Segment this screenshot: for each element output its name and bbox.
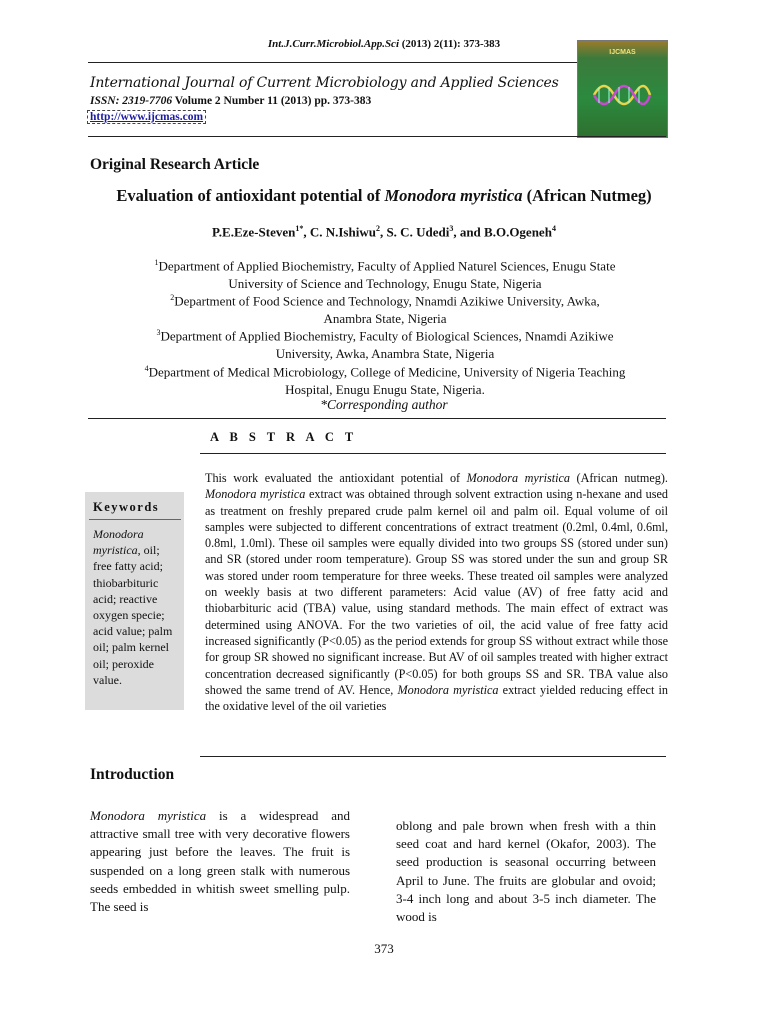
corresponding-author-note: *Corresponding author bbox=[320, 397, 448, 412]
issn-line bbox=[90, 95, 371, 107]
title-species: Monodora myristica bbox=[384, 186, 523, 205]
author-sup: 4 bbox=[551, 224, 556, 233]
affiliation-3 bbox=[100, 324, 670, 362]
affiliation-sup: 2 bbox=[170, 293, 175, 302]
affiliation-line: Department of Food Science and Technology, Nnamdi Azikiwe University, Awka, bbox=[174, 293, 600, 309]
author-name: C. N.Ishiwu bbox=[309, 224, 376, 240]
abstract-bottom-rule bbox=[200, 756, 666, 757]
keywords-rule bbox=[89, 519, 181, 520]
intro-text: is a widespread and attractive small tree with very decorative flowers appearing just before the leaves. The fruit is suspended on a long green stalk with numerous seeds embedded in whitish sweet smelling pulp. The seed is bbox=[90, 808, 350, 915]
abstract-species: Monodora myristica bbox=[466, 471, 570, 485]
affiliation-4 bbox=[100, 360, 670, 398]
abstract-text: extract was obtained through solvent extraction using n-hexane and used as treatment on freshly prepared crude palm kernel oil and palm oil. Equal volume of oil samples were subjected to different concentrations of extract treatment (0.2ml, 0.4ml, 0.6ml, 0.8ml, 1.0ml). These oil samples were equally divided into two groups SS (stored under sun) and SR (stored under room temperature). Group SS was stored under the sun and group SR was stored under room temperature for three weeks. These treated oil samples were analyzed on weekly basis at two different parameters: Acid value (AV) of free fatty acid and thiobarbituric acid (TBA) value, using standard methods. The main effect of extract was determined using ANOVA. For the two varieties of oil, the acid value of free fatty acid increased significantly (P<0.05) as the period extends for group SS without extract while those for group SR showed no significant increase. But AV of oil samples treated with higher extract concentration decreased significantly (P<0.05) for both groups SS and SR. TBA value also showed the same trend of AV. Hence, bbox=[205, 487, 668, 697]
abstract-species: Monodora myristica bbox=[397, 682, 499, 697]
author-name: P.E.Eze-Steven bbox=[212, 224, 296, 240]
introduction-column-1 bbox=[90, 807, 350, 916]
author-name: B.O.Ogeneh bbox=[484, 224, 552, 240]
abstract-heading: A B S T R A C T bbox=[210, 430, 358, 444]
author-sup: 1* bbox=[295, 224, 304, 233]
author-list: P.E.Eze-Steven$^{1*}$, C. N.Ishiwu$^2$, S. C. Udedi$^3$, and B.O.Ogeneh$^4$ bbox=[212, 224, 556, 240]
keywords-rest: , oil; free fatty acid; thiobarbituric acid; reactive oxygen specie; acid value; palm oil; palm kernel oil; peroxide value. bbox=[93, 543, 173, 687]
author-name: S. C. Udedi bbox=[386, 224, 450, 240]
affiliation-line: University, Awka, Anambra State, Nigeria bbox=[275, 345, 495, 361]
affiliation-line: Anambra State, Nigeria bbox=[323, 310, 447, 326]
affiliation-line: Department of Applied Biochemistry, Faculty of Biological Sciences, Nnamdi Azikiwe bbox=[160, 328, 614, 344]
affiliation-line: Hospital, Enugu Enugu State, Nigeria. bbox=[285, 381, 485, 397]
title-suffix: (African Nutmeg) bbox=[522, 186, 652, 205]
abstract-species: Monodora myristica bbox=[205, 487, 306, 502]
affiliation-line: Department of Medical Microbiology, College of Medicine, University of Nigeria Teaching bbox=[148, 364, 626, 380]
abstract-text: extract yielded reducing effect in the oxidative level of the oil varieties bbox=[205, 682, 668, 714]
header-bottom-rule bbox=[88, 136, 666, 137]
intro-species: Monodora myristica bbox=[90, 808, 207, 823]
journal-name: International Journal of Current Microbiology and Applied Sciences bbox=[90, 75, 559, 91]
affiliation-sup: 1 bbox=[154, 258, 159, 267]
issn-volume: Volume 2 Number 11 (2013) pp. 373-383 bbox=[174, 95, 372, 107]
affiliation-sup: 3 bbox=[156, 328, 161, 337]
author-sup: 3 bbox=[449, 224, 454, 233]
introduction-column-2: oblong and pale brown when fresh with a thin seed coat and hard kernel (Okafor, 2003). The seed production is seasonal occurring between April to June. The fruits are globular and ovoid; 3-4 inch long and about 3-5 inch diameter. The wood is bbox=[396, 818, 656, 925]
dna-helix-icon bbox=[592, 75, 652, 115]
affiliation-line: Department of Applied Biochemistry, Faculty of Applied Naturel Sciences, Enugu State bbox=[158, 258, 616, 274]
abstract-body bbox=[205, 470, 668, 714]
page-number: 373 bbox=[374, 941, 394, 956]
keywords-title: Keywords bbox=[93, 500, 160, 514]
citation-rest: (2013) 2(11): 373-383 bbox=[401, 38, 501, 50]
cover-logo-text: IJCMAS bbox=[609, 49, 636, 56]
title-prefix: Evaluation of antioxidant potential of bbox=[116, 186, 385, 205]
abstract-top-rule bbox=[88, 418, 666, 419]
article-type: Original Research Article bbox=[90, 156, 260, 173]
affiliation-2 bbox=[100, 289, 670, 327]
keywords-list bbox=[93, 526, 181, 688]
journal-url-link[interactable]: http://www.ijcmas.com bbox=[87, 110, 206, 124]
issn-label: ISSN: 2319-7706 bbox=[90, 95, 173, 107]
article-title bbox=[0, 186, 768, 206]
affiliation-sup: 4 bbox=[144, 364, 149, 373]
affiliation-line: University of Science and Technology, Enugu State, Nigeria bbox=[228, 275, 542, 291]
affiliation-1 bbox=[100, 254, 670, 292]
abstract-heading-rule bbox=[200, 453, 666, 454]
journal-cover-image bbox=[577, 40, 668, 138]
abstract-text: This work evaluated the antioxidant potential of bbox=[205, 471, 467, 485]
introduction-heading: Introduction bbox=[90, 766, 175, 783]
citation-journal: Int.J.Curr.Microbiol.App.Sci bbox=[267, 38, 399, 50]
keyword-species: Monodora myristica bbox=[93, 527, 144, 558]
abstract-text: (African nutmeg). bbox=[569, 471, 668, 485]
author-sup: 2 bbox=[375, 224, 380, 233]
